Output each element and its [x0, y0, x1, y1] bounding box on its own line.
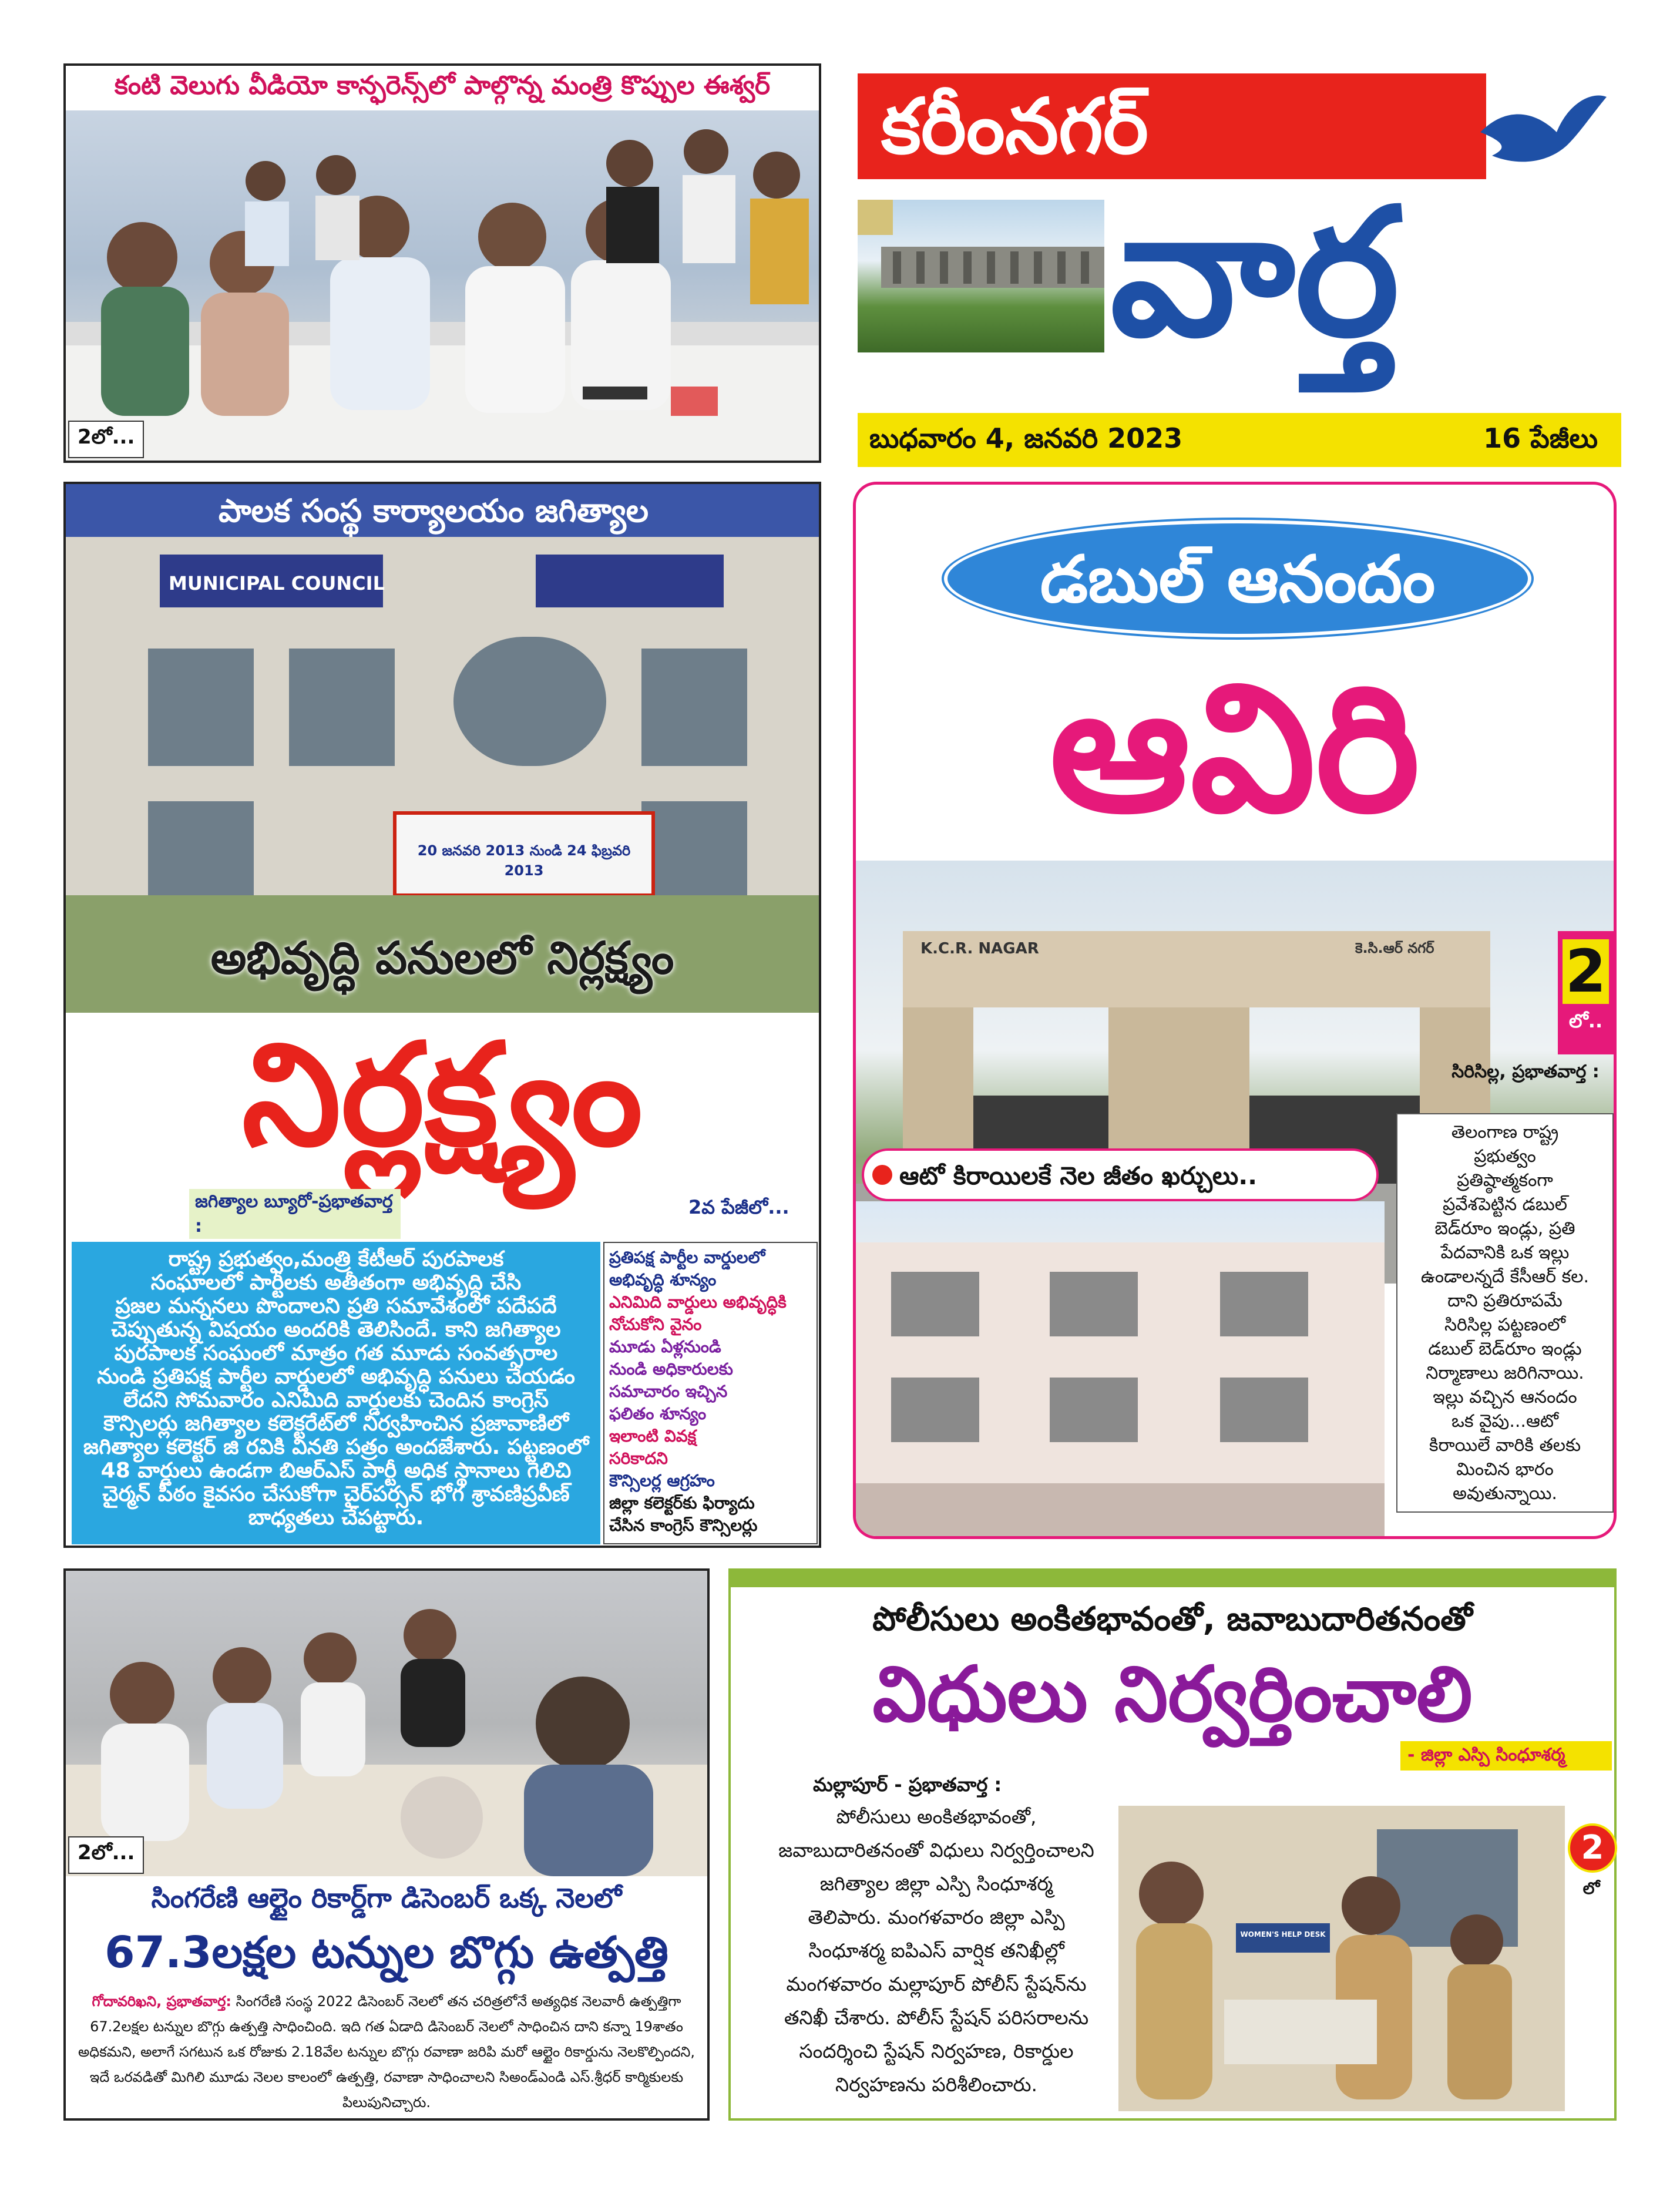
aaviri-kicker-ellipse: [944, 520, 1531, 637]
body-line: ప్రభుత్వం: [1474, 1146, 1536, 1167]
police-page-ref[interactable]: [1568, 1823, 1615, 1917]
side-list-item: కౌన్సిలర్ల ఆగ్రహం: [609, 1471, 715, 1490]
dateline-text: జగిత్యాల బ్యూరో-ప్రభాతవార్త :: [195, 1191, 393, 1237]
body-line: సింగరేణి సంస్థ 2022 డిసెంబర్ నెలలో తన చరిత్రలోనే అత్యధిక: [236, 1993, 578, 2010]
body-line: లేదని సోమవారం ఎనిమిది వార్డులకు చెందిన కాంగ్రెస్: [123, 1388, 549, 1412]
story-police-byline: - జిల్లా ఎస్పి సింధూశర్మ: [1407, 1745, 1565, 1765]
body-line: కాలంలో ఉత్పత్తి, రవాణా సాధించాలని సిఅండ్ఎండి ఎస్.శ్రీధర్ కార్మికులకు పిలుపునిచ్చారు.: [283, 2069, 684, 2111]
womens-help-desk-sign: WOMEN'S HELP DESK: [1240, 1930, 1326, 1939]
body-line: ప్రజల మన్ననలు పొందాలని ప్రతి సమావేశంలో పదేపదే: [115, 1294, 557, 1318]
masthead-red-bar: [858, 73, 1486, 179]
body-line: ప్రతిష్ఠాత్మకంగా: [1457, 1170, 1553, 1191]
body-line: తనిఖీ చేశారు. పోలీస్ స్టేషన్ పరిసరాలను: [784, 2006, 1089, 2029]
story-singareni-headline: 67.3లక్షల టన్నుల బొగ్గు ఉత్పత్తి: [105, 1927, 668, 1978]
side-list-item: నోచుకోని వైనం: [609, 1315, 702, 1334]
aaviri-page-ref-number: 2: [1563, 939, 1609, 1004]
body-line: కౌన్సిలర్లు జగిత్యాల కలెక్టరేట్‌లో నిర్వహించిన ప్రజావాణిలో: [103, 1412, 569, 1436]
body-line: తెలంగాణ రాష్ట్ర: [1451, 1122, 1559, 1143]
masthead: [858, 73, 1621, 467]
singareni-illustration: [66, 1571, 707, 1876]
story-aaviri-dateline: సిరిసిల్ల, ప్రభాతవార్త :: [1451, 1061, 1600, 1082]
body-line: జవాబుదారితనంతో విధులు నిర్వర్తించాలని: [778, 1839, 1094, 1862]
aaviri-subhead-bar: [862, 1148, 1379, 1201]
municipal-building-photo: [66, 484, 819, 1013]
story-nirlakshyam-headline: నిర్లక్ష్యం: [241, 1013, 643, 1177]
story-kanti-box: [63, 63, 821, 463]
story-aaviri-headline: ఆవిరి: [1049, 646, 1420, 851]
building-sign-telugu: పాలక సంస్థ కార్యాలయం జగిత్యాల: [219, 492, 649, 529]
body-line: కిరాయిలే వారికి తలకు: [1429, 1435, 1581, 1456]
apartments-illustration: [856, 1201, 1385, 1539]
body-line: జగిత్యాల జిల్లా ఎస్పి సింధూశర్మ: [819, 1872, 1053, 1895]
side-list-item: ప్రతిపక్ష పార్టీల వార్డులలో: [609, 1248, 765, 1267]
body-line: ప్రవేశపెట్టిన డబుల్: [1442, 1194, 1568, 1215]
story-nirlakshyam-side-list: [603, 1242, 818, 1544]
police-page-ref-number: 2: [1568, 1823, 1617, 1873]
body-line: సింధూశర్మ ఐపిఎస్ వార్షిక తనిఖీల్లో: [808, 1939, 1064, 1962]
dove-logo-icon: [1469, 79, 1610, 185]
police-station-photo: [1118, 1806, 1565, 2111]
police-page-ref-suffix: లో: [1582, 1879, 1600, 1898]
body-line: నిర్వహణను పరిశీలించారు.: [835, 2073, 1037, 2096]
gate-sign-english: K.C.R. NAGAR: [920, 940, 1039, 958]
body-line: జగిత్యాల కలెక్టర్ జి రవికి వినతి పత్రం అందజేశారు. పట్టణంలో: [83, 1435, 589, 1459]
police-illustration: [1118, 1806, 1565, 2111]
body-line: పేదవానికి ఒక ఇల్లు: [1440, 1242, 1570, 1263]
body-line: మించిన భారం: [1456, 1459, 1554, 1480]
side-list-item: ఫలితం శూన్యం: [609, 1404, 707, 1423]
body-line: దాని ప్రతిరూపమే: [1447, 1291, 1563, 1311]
side-list-item: సరికాదని: [609, 1449, 668, 1468]
body-line: బాధ్యతలు చేపట్టారు.: [248, 1506, 424, 1530]
story-police-byline-bar: [1400, 1741, 1612, 1771]
body-line: నుండి ప్రతిపక్ష పార్టీల వార్డులలో అభివృద్ధి పనులు చేయడం: [97, 1365, 575, 1389]
meeting-photo-illustration: [66, 110, 819, 461]
side-list-item: మూడు ఏళ్లనుండి: [609, 1337, 721, 1356]
body-line: తెలిపారు. మంగళవారం జిల్లా ఎస్పి: [808, 1906, 1065, 1929]
story-nirlakshyam-kicker: అభివృద్ధి పనులలో నిర్లక్ష్యం: [210, 932, 674, 984]
side-list-item: చేసిన కాంగ్రెస్ కౌన్సిలర్లు: [609, 1516, 758, 1535]
story-aaviri-body: [1396, 1113, 1614, 1513]
side-list-item: జిల్లా కలెక్టర్‌కు ఫిర్యాదు: [609, 1493, 755, 1513]
side-list-item: నుండి అధికారులకు: [609, 1359, 733, 1379]
body-line: సిరిసిల్ల పట్టణంలో: [1444, 1315, 1566, 1335]
page-count: 16 పేజీలు: [1483, 422, 1598, 454]
body-line: సంఘాలలో పార్టీలకు అతీతంగా అభివృద్ధి చేసి: [150, 1271, 522, 1295]
story-singareni-kicker: సింగరేణి ఆల్టైం రికార్డ్‌గా డిసెంబర్ ఒక్క నెలలో: [151, 1882, 622, 1914]
body-line: రాష్ట్ర ప్రభుత్వం,మంత్రి కేటీఆర్ పురపాలక: [168, 1247, 504, 1271]
body-line: 48 వార్డులు ఉండగా బిఆర్‌ఎస్ పార్టీ అధిక స్థానాలు గెలిచి: [100, 1459, 572, 1483]
body-line: చైర్మన్ పీఠం కైవసం చేసుకోగా చైర్‌పర్సన్ భోగ శ్రావణిప్రవీణ్: [102, 1482, 570, 1506]
body-line: చెప్పుతున్న విషయం అందరికి తెలిసిందే. కాని జగిత్యాల: [111, 1318, 561, 1342]
story-police-body: [760, 1800, 1113, 2101]
masthead-red-title: కరీంనగర్: [881, 82, 1149, 171]
body-line: నిర్మాణాలు జరిగినాయి.: [1426, 1363, 1584, 1383]
subhead-bullet-icon: [872, 1165, 892, 1185]
body-line: ఉండాలన్నదే కేసీఆర్ కల.: [1420, 1266, 1590, 1287]
side-list-item: అభివృద్ధి శూన్యం: [609, 1270, 717, 1289]
building-banner-text: 20 జనవరి 2013 నుండి 24 ఫిబ్రవరి 2013: [417, 842, 631, 879]
police-top-bar: [731, 1571, 1614, 1587]
story-police-dateline: మల్లాపూర్ - ప్రభాతవార్త :: [813, 1773, 1002, 1796]
side-list-items: [609, 1247, 812, 1537]
aaviri-page-ref[interactable]: [1558, 931, 1614, 1054]
story-aaviri-box: [853, 482, 1617, 1539]
story-kanti-photo: [66, 110, 819, 461]
body-line: నెలలో సాధించిన దాని కన్నా 19శాతం అధికమని, అలాగే సగటున ఒక రోజుకు 2.18వేల టన్నుల: [78, 2018, 683, 2060]
story-aaviri-kicker: డబుల్ ఆనందం: [1040, 542, 1436, 617]
body-line: డబుల్ బెడ్‌రూం ఇండ్లు: [1428, 1339, 1582, 1359]
body-lines: [76, 1248, 596, 1530]
story-nirlakshyam-page-ref[interactable]: 2వ పేజీలో...: [688, 1196, 789, 1218]
dam-illustration: [858, 200, 1104, 352]
issue-date: బుధవారం 4, జనవరి 2023: [869, 422, 1183, 454]
body-line: పోలీసులు అంకితభావంతో,: [836, 1805, 1037, 1828]
story-singareni-dateline: గోదావరిఖని, ప్రభాతవార్త:: [92, 1993, 231, 2010]
side-list-item: ఎనిమిది వార్డులు అభివృద్ధికి: [609, 1292, 787, 1312]
body-line: పురపాలక సంఘంలో మాత్రం గత మూడు సంవత్సరాల: [114, 1341, 558, 1365]
date-bar: [858, 413, 1621, 467]
story-singareni-body: [72, 1989, 701, 2115]
masthead-big-title: వార్త: [1110, 170, 1400, 375]
singareni-meeting-photo: [66, 1571, 707, 1876]
story-singareni-box: [63, 1568, 710, 2121]
story-police-box: [728, 1568, 1617, 2121]
building-sign-english: MUNICIPAL COUNCIL: [169, 572, 385, 594]
body-line: ఇల్లు వచ్చిన ఆనందం: [1433, 1387, 1577, 1407]
police-body-lines: [760, 1800, 1113, 2101]
aaviri-page-ref-suffix: లో..: [1568, 1010, 1603, 1032]
body-line: మంగళవారం మల్లాపూర్ పోలీస్ స్టేషన్‌ను: [786, 1973, 1087, 1995]
body-line: అవుతున్నాయి.: [1453, 1483, 1557, 1504]
double-bedroom-houses-photo: [856, 1201, 1385, 1539]
aaviri-body-lines: [1403, 1120, 1607, 1506]
story-kanti-headline: కంటి వెలుగు వీడియో కాన్ఫరెన్స్‌లో పాల్గొన్న మంత్రి కొప్పుల ఈశ్వర్: [114, 70, 771, 100]
body-line: బొగ్గు రవాణా జరిపి మరో ఆల్టైం రికార్డును నెలకొల్పిందని, ఇదే ఒరవడితో మిగిలి మూడు నెలల: [89, 2044, 695, 2085]
story-nirlakshyam-body: [72, 1242, 600, 1544]
story-nirlakshyam-box: [63, 482, 821, 1548]
story-aaviri-subhead: ఆటో కిరాయిలకే నెల జీతం ఖర్చులు..: [899, 1161, 1258, 1190]
gate-sign-telugu: కె.సి.ఆర్ నగర్: [1355, 940, 1434, 956]
story-police-headline: విధులు నిర్వర్తించాలి: [872, 1650, 1473, 1739]
side-list-item: సమాచారం ఇచ్చిన: [609, 1382, 728, 1401]
story-nirlakshyam-dateline: [189, 1189, 401, 1239]
side-list-item: ఇలాంటి వివక్ష: [609, 1426, 697, 1446]
story-kanti-page-ref[interactable]: 2లో...: [68, 421, 144, 458]
story-singareni-page-ref[interactable]: 2లో...: [68, 1836, 144, 1874]
story-police-kicker: పోలీసులు అంకితభావంతో, జవాబుదారితనంతో: [872, 1600, 1473, 1638]
body-line: ఒక వైపు...ఆటో: [1451, 1411, 1559, 1432]
singareni-body-lines: [78, 1993, 695, 2111]
dam-photo: [858, 200, 1104, 352]
body-line: నెలవారీ ఉత్పత్తిగా 67.2లక్షల టన్నుల బొగ్గు ఉత్పత్తి సాధించింది. ఇది గత ఏడాది డిసెంబర్: [90, 1993, 681, 2035]
body-line: బెడ్‌రూం ఇండ్లు, ప్రతి: [1434, 1218, 1575, 1239]
body-line: సందర్శించి స్టేషన్ నిర్వహణ, రికార్డుల: [799, 2040, 1074, 2062]
